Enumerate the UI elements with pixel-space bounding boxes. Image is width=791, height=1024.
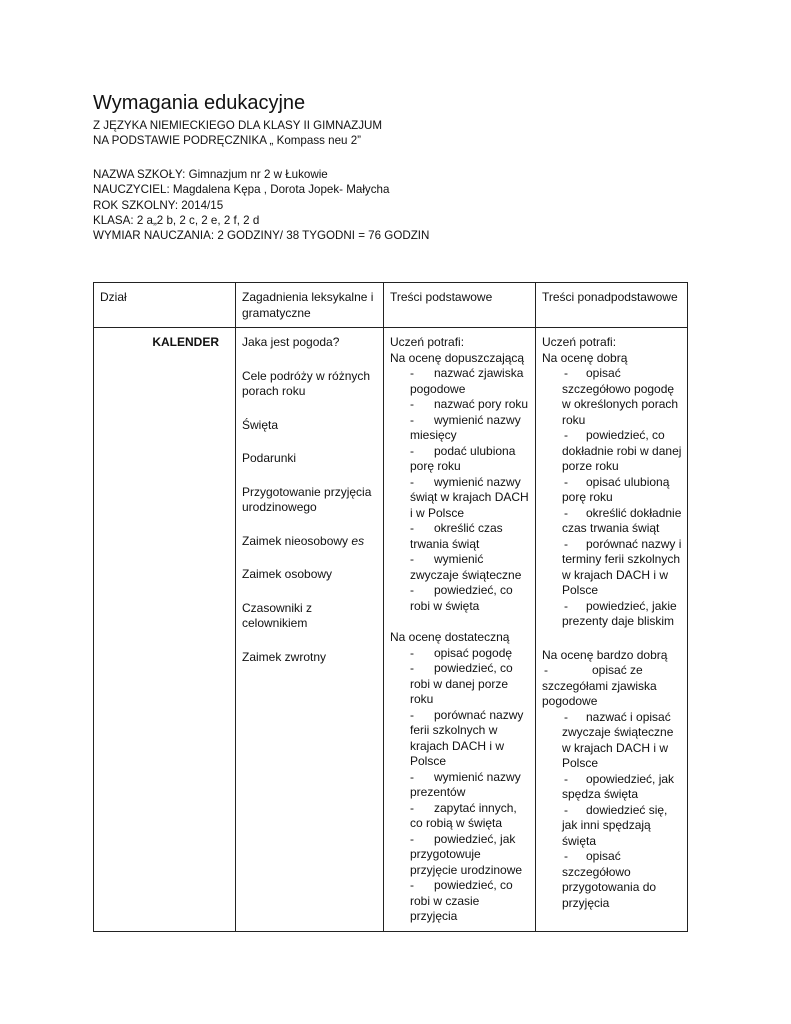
- table-header-row: [94, 283, 688, 328]
- dash-bullet: -: [410, 769, 414, 784]
- dash-bullet: -: [410, 831, 414, 846]
- topic-text: Zaimek nieosobowy: [242, 533, 349, 548]
- list-item-text: opisać ze szczegółami zjawiska pogodowe: [542, 663, 657, 708]
- basic-level-1: Na ocenę dopuszczającą: [390, 350, 525, 365]
- list-item-text: porównać nazwy ferii szkolnych w krajach DACH i w Polsce: [410, 707, 524, 768]
- subtitle-textbook: NA PODSTAWIE PODRĘCZNIKA „ Kompass neu 2”: [93, 134, 362, 147]
- dash-bullet: -: [410, 397, 414, 411]
- dash-bullet: -: [410, 474, 414, 489]
- list-item: [390, 770, 530, 801]
- list-item: [390, 661, 530, 708]
- list-item: [542, 710, 682, 772]
- list-item: [390, 397, 530, 413]
- list-item-text: nazwać i opisać zwyczaje świąteczne w krajach DACH i w Polsce: [562, 709, 674, 770]
- list-item-text: opisać szczegółowo przygotowania do przyjęcia: [562, 849, 657, 910]
- dash-bullet: -: [410, 366, 414, 380]
- list-item: [542, 428, 682, 475]
- list-item-text: wymienić zwyczaje świąteczne: [410, 552, 522, 582]
- list-item: [542, 506, 682, 537]
- dash-bullet: -: [410, 521, 414, 535]
- list-item: [542, 772, 682, 803]
- list-item: [390, 475, 530, 522]
- list-item-text: powiedzieć, jak przygotowuje przyjęcie urodzinowe: [410, 831, 523, 877]
- extended-level-1: Na ocenę dobrą: [542, 350, 628, 365]
- list-item-text: powiedzieć, jakie prezenty daje bliskim: [562, 598, 677, 628]
- list-item-text: zapytać innych, co robią w święta: [410, 800, 517, 830]
- dash-bullet: -: [410, 800, 414, 815]
- list-item-text: opisać ulubioną porę roku: [562, 474, 670, 504]
- dash-bullet: -: [564, 802, 568, 817]
- list-item-text: wymienić nazwy prezentów: [410, 769, 521, 799]
- list-item-text: opisać pogodę: [434, 645, 513, 660]
- list-item-text: podać ulubiona porę roku: [410, 443, 516, 473]
- dash-bullet: -: [564, 536, 568, 551]
- list-item: [390, 708, 530, 770]
- dash-bullet: -: [410, 412, 414, 427]
- list-item-text: powiedzieć, co robi w danej porze roku: [410, 661, 513, 706]
- basic-cell: [384, 328, 536, 932]
- list-item-text: opisać szczegółowo pogodę w określonych porach roku: [562, 366, 679, 427]
- info-block: [93, 167, 429, 243]
- subtitle-subject: Z JĘZYKA NIEMIECKIEGO DLA KLASY II GIMNAZJUM: [93, 119, 383, 132]
- topic-item: [242, 534, 378, 550]
- list-item-text: nazwać pory roku: [434, 397, 529, 411]
- list-item-text: określić dokładnie czas trwania świąt: [562, 505, 682, 535]
- dash-bullet: -: [564, 709, 568, 724]
- list-item-text: wymienić nazwy świąt w krajach DACH i w Polsce: [410, 474, 529, 520]
- header-extended: Treści ponadpodstawowe: [536, 283, 688, 328]
- dash-bullet: -: [410, 661, 414, 675]
- topic-item: Święta: [242, 417, 279, 432]
- list-item-text: porównać nazwy i terminy ferii szkolnych w krajach DACH i w Polsce: [562, 536, 682, 597]
- list-item: [542, 803, 682, 850]
- list-item-text: nazwać zjawiska pogodowe: [410, 366, 524, 396]
- basic-list-1: [390, 366, 530, 614]
- topic-item: Cele podróży w różnych porach roku: [242, 368, 371, 398]
- list-item: [542, 475, 682, 506]
- dash-bullet: -: [410, 583, 414, 597]
- list-item-text: dowiedzieć się, jak inni spędzają święta: [562, 802, 668, 848]
- topic-item: Przygotowanie przyjęcia urodzinowego: [242, 484, 372, 514]
- list-item: [390, 552, 530, 583]
- list-item: [390, 832, 530, 879]
- page-title: Wymagania edukacyjne: [93, 92, 306, 114]
- dash-bullet: -: [410, 552, 414, 566]
- list-item: [390, 521, 530, 552]
- extended-list-2: [542, 663, 682, 911]
- topics-cell: [236, 328, 384, 932]
- topic-item: Podarunki: [242, 451, 297, 465]
- school-name: NAZWA SZKOŁY: Gimnazjum nr 2 w Łukowie: [93, 168, 328, 181]
- table-row: [94, 328, 688, 932]
- list-item: [542, 366, 682, 428]
- dash-bullet: -: [564, 474, 568, 489]
- topic-item: Jaka jest pogoda?: [242, 335, 340, 349]
- basic-level-2: Na ocenę dostateczną: [390, 630, 510, 644]
- teaching-hours: WYMIAR NAUCZANIA: 2 GODZINY/ 38 TYGODNI = 76 GODZIN: [93, 229, 430, 243]
- topic-item: Zaimek osobowy: [242, 567, 333, 581]
- extended-cell: [536, 328, 688, 932]
- topic-item: Zaimek zwrotny: [242, 649, 327, 664]
- list-item: [542, 599, 682, 630]
- list-item-text: opowiedzieć, jak spędza święta: [562, 771, 675, 801]
- list-item-text: powiedzieć, co robi w święta: [410, 583, 513, 613]
- list-item: [390, 444, 530, 475]
- list-item-text: powiedzieć, co dokładnie robi w danej porze roku: [562, 428, 682, 473]
- dash-bullet: -: [564, 505, 568, 520]
- topic-es: es: [351, 533, 365, 548]
- extended-list-1: [542, 366, 682, 630]
- list-item: [390, 413, 530, 444]
- dash-bullet: -: [544, 663, 548, 677]
- list-item: [390, 583, 530, 614]
- header-basic: Treści podstawowe: [384, 283, 536, 328]
- class-list: KLASA: 2 a„2 b, 2 c, 2 e, 2 f, 2 d: [93, 213, 260, 227]
- dash-bullet: -: [410, 645, 414, 660]
- list-item: [542, 849, 682, 911]
- list-item: [390, 646, 530, 662]
- school-year: ROK SZKOLNY: 2014/15: [93, 198, 224, 212]
- dash-bullet: -: [410, 878, 414, 892]
- dash-bullet: -: [564, 366, 568, 380]
- teacher-name: NAUCZYCIEL: Magdalena Kępa , Dorota Jopek- Małycha: [93, 183, 390, 197]
- section-name: KALENDER: [94, 328, 236, 932]
- header-section: Dział: [94, 283, 236, 328]
- list-item: [390, 801, 530, 832]
- dash-bullet: -: [410, 707, 414, 722]
- basic-lead: Uczeń potrafi:: [390, 335, 465, 349]
- dash-bullet: -: [564, 771, 568, 786]
- dash-bullet: -: [564, 428, 568, 442]
- extended-level-2: Na ocenę bardzo dobrą: [542, 647, 668, 662]
- list-item-text: powiedzieć, co robi w czasie przyjęcia: [410, 878, 513, 923]
- dash-bullet: -: [410, 443, 414, 458]
- requirements-table: [93, 282, 688, 932]
- header-topics: Zagadnienia leksykalne i gramatyczne: [236, 283, 384, 328]
- extended-lead: Uczeń potrafi:: [542, 335, 617, 349]
- list-item-text: określić czas trwania świąt: [410, 521, 503, 551]
- dash-bullet: -: [564, 849, 568, 863]
- topic-item: Czasowniki z celownikiem: [242, 600, 313, 630]
- list-item: [542, 663, 682, 710]
- list-item: [390, 366, 530, 397]
- list-item: [390, 878, 530, 925]
- dash-bullet: -: [564, 598, 568, 613]
- list-item: [542, 537, 682, 599]
- basic-list-2: [390, 646, 530, 925]
- list-item-text: wymienić nazwy miesięcy: [410, 412, 521, 442]
